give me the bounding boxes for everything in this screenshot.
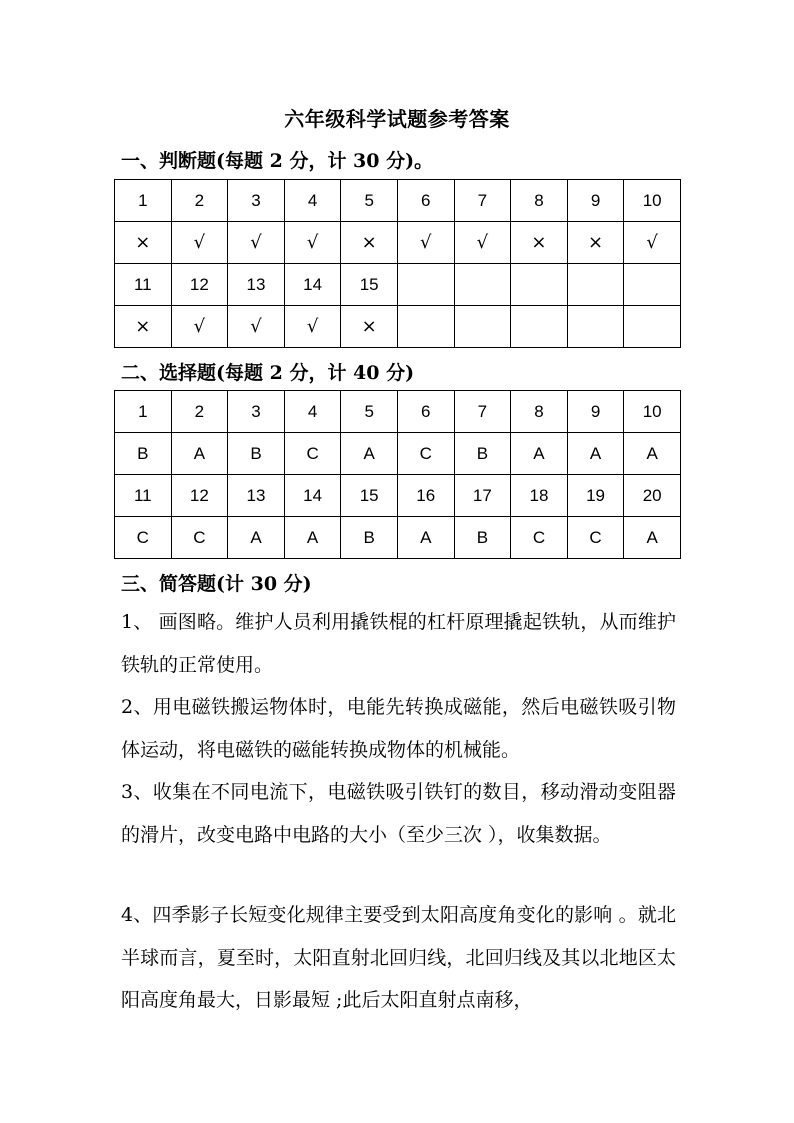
multiple-choice-answer-table xyxy=(114,390,681,559)
question-number-cell: 7 xyxy=(454,391,511,433)
question-number-cell: 1 xyxy=(115,391,172,433)
question-number-cell: 9 xyxy=(567,391,624,433)
question-number-cell: 20 xyxy=(624,475,681,517)
question-number-cell: 10 xyxy=(624,391,681,433)
answer-cell xyxy=(454,306,511,348)
question-number-cell xyxy=(567,264,624,306)
question-number-cell: 6 xyxy=(397,180,454,222)
answer-cell: √ xyxy=(171,306,228,348)
answer-cell: √ xyxy=(624,222,681,264)
question-number-cell xyxy=(454,264,511,306)
section-heading-multiple-choice: 二、选择题(每题 2 分，计 40 分) xyxy=(121,362,415,384)
section-heading-true-false: 一、判断题(每题 2 分，计 30 分)。 xyxy=(121,150,434,172)
answer-cell: A xyxy=(624,517,681,559)
question-number-cell: 3 xyxy=(228,391,285,433)
question-number-cell xyxy=(397,264,454,306)
question-number-cell: 2 xyxy=(171,180,228,222)
question-number-cell: 14 xyxy=(284,264,341,306)
question-number-cell: 15 xyxy=(341,475,398,517)
answer-cell xyxy=(511,306,568,348)
question-number-cell xyxy=(624,264,681,306)
answer-cell: × xyxy=(341,222,398,264)
question-number-cell: 17 xyxy=(454,475,511,517)
true-false-answer-table xyxy=(114,179,681,348)
question-number-cell: 8 xyxy=(511,180,568,222)
true-false-row xyxy=(115,222,681,264)
answer-cell: A xyxy=(624,433,681,475)
answer-cell: √ xyxy=(228,306,285,348)
true-false-row xyxy=(115,264,681,306)
question-number-cell: 5 xyxy=(341,180,398,222)
answer-cell: √ xyxy=(228,222,285,264)
section-heading-short-answer: 三、简答题(计 30 分) xyxy=(121,573,312,595)
answer-cell: C xyxy=(511,517,568,559)
answer-cell: √ xyxy=(284,306,341,348)
question-number-cell: 4 xyxy=(284,180,341,222)
question-number-cell: 13 xyxy=(228,475,285,517)
answer-cell: √ xyxy=(397,222,454,264)
question-number-cell: 7 xyxy=(454,180,511,222)
question-number-cell: 13 xyxy=(228,264,285,306)
page-title: 六年级科学试题参考答案 xyxy=(284,107,510,131)
answer-cell: C xyxy=(284,433,341,475)
answer-cell: A xyxy=(228,517,285,559)
answer-cell: B xyxy=(228,433,285,475)
multiple-choice-row xyxy=(115,475,681,517)
question-number-cell: 9 xyxy=(567,180,624,222)
answer-cell: × xyxy=(567,222,624,264)
answer-cell: × xyxy=(115,306,172,348)
answer-cell: A xyxy=(567,433,624,475)
answer-cell xyxy=(567,306,624,348)
question-number-cell: 11 xyxy=(115,264,172,306)
multiple-choice-row xyxy=(115,517,681,559)
answer-cell: C xyxy=(115,517,172,559)
answer-cell: A xyxy=(284,517,341,559)
short-answer-1: 1、 画图略。维护人员利用撬铁棍的杠杆原理撬起铁轨，从而维护铁轨的正常使用。 xyxy=(121,611,676,676)
answer-cell: C xyxy=(171,517,228,559)
answer-cell: C xyxy=(397,433,454,475)
question-number-cell: 12 xyxy=(171,264,228,306)
answer-cell: √ xyxy=(454,222,511,264)
answer-cell: × xyxy=(341,306,398,348)
question-number-cell: 19 xyxy=(567,475,624,517)
question-number-cell: 10 xyxy=(624,180,681,222)
question-number-cell: 18 xyxy=(511,475,568,517)
question-number-cell: 5 xyxy=(341,391,398,433)
true-false-row xyxy=(115,180,681,222)
question-number-cell xyxy=(511,264,568,306)
question-number-cell: 14 xyxy=(284,475,341,517)
answer-cell: A xyxy=(341,433,398,475)
question-number-cell: 15 xyxy=(341,264,398,306)
answer-cell: × xyxy=(115,222,172,264)
question-number-cell: 4 xyxy=(284,391,341,433)
question-number-cell: 6 xyxy=(397,391,454,433)
answer-cell xyxy=(397,306,454,348)
answer-cell xyxy=(624,306,681,348)
question-number-cell: 11 xyxy=(115,475,172,517)
question-number-cell: 8 xyxy=(511,391,568,433)
question-number-cell: 12 xyxy=(171,475,228,517)
short-answer-4: 4、四季影子长短变化规律主要受到太阳高度角变化的影响 。就北半球而言，夏至时，太阳直射北回归线，北回归线及其以北地区太阳高度角最大，日影最短 ;此后太阳直射点南移， xyxy=(121,904,676,1011)
true-false-row xyxy=(115,306,681,348)
answer-cell: B xyxy=(454,517,511,559)
multiple-choice-row xyxy=(115,391,681,433)
short-answer-2: 2、用电磁铁搬运物体时，电能先转换成磁能，然后电磁铁吸引物体运动，将电磁铁的磁能转换成物体的机械能。 xyxy=(121,696,676,761)
answer-cell: A xyxy=(171,433,228,475)
answer-cell: √ xyxy=(171,222,228,264)
answer-cell: × xyxy=(511,222,568,264)
question-number-cell: 16 xyxy=(397,475,454,517)
answer-cell: B xyxy=(454,433,511,475)
answer-cell: C xyxy=(567,517,624,559)
question-number-cell: 3 xyxy=(228,180,285,222)
question-number-cell: 2 xyxy=(171,391,228,433)
question-number-cell: 1 xyxy=(115,180,172,222)
answer-cell: A xyxy=(511,433,568,475)
short-answer-3: 3、收集在不同电流下，电磁铁吸引铁钉的数目，移动滑动变阻器的滑片，改变电路中电路的大小（至少三次 ），收集数据。 xyxy=(121,781,676,846)
answer-cell: B xyxy=(115,433,172,475)
answer-cell: √ xyxy=(284,222,341,264)
answer-cell: B xyxy=(341,517,398,559)
multiple-choice-row xyxy=(115,433,681,475)
answer-cell: A xyxy=(397,517,454,559)
